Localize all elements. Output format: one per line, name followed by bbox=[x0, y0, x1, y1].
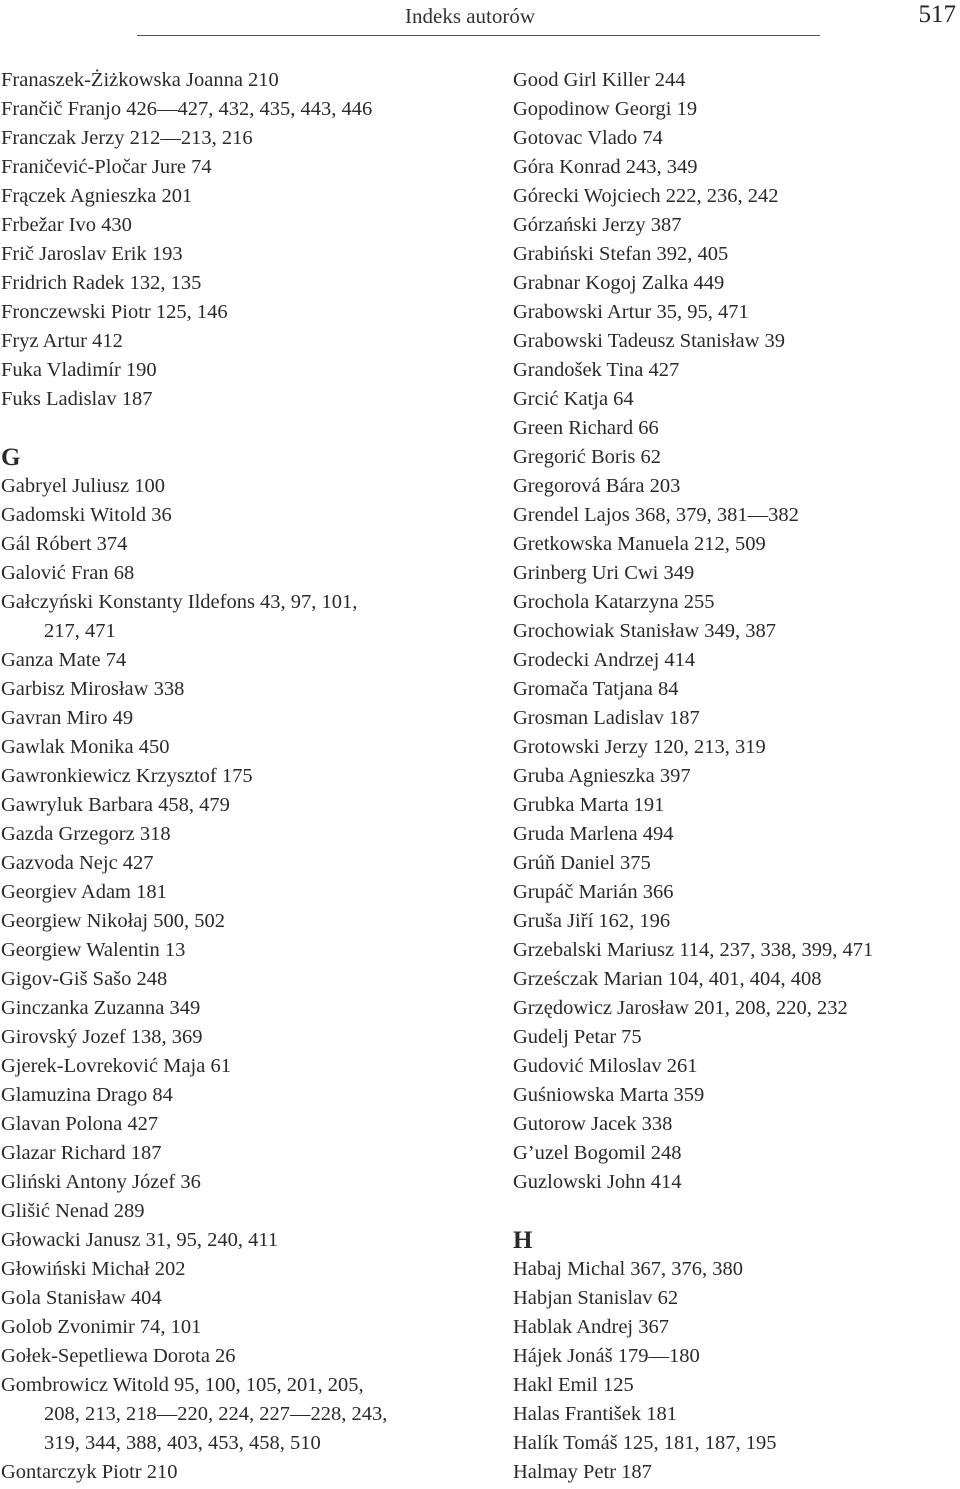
index-entry-continuation: 319, 344, 388, 403, 453, 458, 510 bbox=[44, 1432, 321, 1454]
page-header bbox=[137, 0, 960, 38]
header-rule bbox=[137, 35, 820, 36]
index-entry: Gazvoda Nejc 427 bbox=[1, 852, 154, 874]
index-entry: Góra Konrad 243, 349 bbox=[513, 156, 698, 178]
index-entry: Głowiński Michał 202 bbox=[1, 1258, 186, 1280]
index-entry: Grześczak Marian 104, 401, 404, 408 bbox=[513, 968, 822, 990]
index-column-right bbox=[513, 66, 958, 1487]
index-entry: Grzebalski Mariusz 114, 237, 338, 399, 471 bbox=[513, 939, 874, 961]
index-column-left bbox=[1, 66, 471, 1487]
index-entry: Guzlowski John 414 bbox=[513, 1171, 682, 1193]
index-entry: Ganza Mate 74 bbox=[1, 649, 127, 671]
index-entry: Grodecki Andrzej 414 bbox=[513, 649, 696, 671]
index-entry: Grotowski Jerzy 120, 213, 319 bbox=[513, 736, 766, 758]
index-entry: Głowacki Janusz 31, 95, 240, 411 bbox=[1, 1229, 279, 1251]
running-title: Indeks autorów bbox=[405, 4, 536, 28]
index-entry: Georgiev Adam 181 bbox=[1, 881, 167, 903]
index-entry: Gopodinow Georgi 19 bbox=[513, 98, 698, 120]
index-entry: Grabnar Kogoj Zalka 449 bbox=[513, 272, 725, 294]
index-entry: Gregorić Boris 62 bbox=[513, 446, 662, 468]
index-entry: Górecki Wojciech 222, 236, 242 bbox=[513, 185, 779, 207]
index-entry: Grandošek Tina 427 bbox=[513, 359, 680, 381]
index-entry: Fridrich Radek 132, 135 bbox=[1, 272, 202, 294]
index-entry: Glišić Nenad 289 bbox=[1, 1200, 145, 1222]
index-entry: Hablak Andrej 367 bbox=[513, 1316, 669, 1338]
index-entry: Grabowski Artur 35, 95, 471 bbox=[513, 301, 749, 323]
index-entry: Gawronkiewicz Krzysztof 175 bbox=[1, 765, 253, 787]
index-entry-continuation: 208, 213, 218—220, 224, 227—228, 243, bbox=[44, 1403, 388, 1425]
index-entry: Fronczewski Piotr 125, 146 bbox=[1, 301, 228, 323]
index-entry: Girovský Jozef 138, 369 bbox=[1, 1026, 203, 1048]
index-entry: Frančič Franjo 426—427, 432, 435, 443, 446 bbox=[1, 98, 373, 120]
index-entry: Ginczanka Zuzanna 349 bbox=[1, 997, 201, 1019]
index-entry: Golob Zvonimir 74, 101 bbox=[1, 1316, 202, 1338]
index-entry: Georgiew Nikołaj 500, 502 bbox=[1, 910, 225, 932]
index-entry: Hakl Emil 125 bbox=[513, 1374, 634, 1396]
index-entry: Glazar Richard 187 bbox=[1, 1142, 162, 1164]
index-entry: Frič Jaroslav Erik 193 bbox=[1, 243, 183, 265]
section-letter: H bbox=[513, 1227, 533, 1254]
index-entry: Gawryluk Barbara 458, 479 bbox=[1, 794, 230, 816]
index-entry: Frbežar Ivo 430 bbox=[1, 214, 132, 236]
index-entry: Górzański Jerzy 387 bbox=[513, 214, 682, 236]
index-entry: Grubka Marta 191 bbox=[513, 794, 665, 816]
index-entry: Grzędowicz Jarosław 201, 208, 220, 232 bbox=[513, 997, 848, 1019]
index-entry: Gola Stanisław 404 bbox=[1, 1287, 162, 1309]
index-entry: Gutorow Jacek 338 bbox=[513, 1113, 673, 1135]
section-letter: G bbox=[1, 444, 21, 471]
index-entry: Grcić Katja 64 bbox=[513, 388, 634, 410]
index-entry: Gliński Antony Józef 36 bbox=[1, 1171, 201, 1193]
index-entry: Gudović Miloslav 261 bbox=[513, 1055, 698, 1077]
index-entry: Habaj Michal 367, 376, 380 bbox=[513, 1258, 744, 1280]
index-entry: Gál Róbert 374 bbox=[1, 533, 128, 555]
index-entry: Frączek Agnieszka 201 bbox=[1, 185, 193, 207]
index-entry: Georgiew Walentin 13 bbox=[1, 939, 186, 961]
index-entry: Grochola Katarzyna 255 bbox=[513, 591, 715, 613]
index-entry: Gombrowicz Witold 95, 100, 105, 201, 205, bbox=[1, 1374, 364, 1396]
index-entry: Galović Fran 68 bbox=[1, 562, 135, 584]
index-entry: Gabryel Juliusz 100 bbox=[1, 475, 165, 497]
index-entry: Gołek-Sepetliewa Dorota 26 bbox=[1, 1345, 236, 1367]
index-entry: Good Girl Killer 244 bbox=[513, 69, 686, 91]
index-entry: Grabowski Tadeusz Stanisław 39 bbox=[513, 330, 786, 352]
index-entry: Grúň Daniel 375 bbox=[513, 852, 651, 874]
index-entry: Grosman Ladislav 187 bbox=[513, 707, 700, 729]
page-number: 517 bbox=[918, 1, 956, 28]
index-entry: Halík Tomáš 125, 181, 187, 195 bbox=[513, 1432, 777, 1454]
index-entry: Habjan Stanislav 62 bbox=[513, 1287, 679, 1309]
index-entry-continuation: 217, 471 bbox=[44, 620, 116, 642]
index-entry: Franczak Jerzy 212—213, 216 bbox=[1, 127, 253, 149]
index-entry: Grendel Lajos 368, 379, 381—382 bbox=[513, 504, 799, 526]
index-entry: Fuks Ladislav 187 bbox=[1, 388, 153, 410]
index-entry: Gigov-Giš Sašo 248 bbox=[1, 968, 168, 990]
index-entry: Guśniowska Marta 359 bbox=[513, 1084, 705, 1106]
index-entry: G’uzel Bogomil 248 bbox=[513, 1142, 682, 1164]
index-entry: Gawlak Monika 450 bbox=[1, 736, 170, 758]
index-entry: Gazda Grzegorz 318 bbox=[1, 823, 171, 845]
index-entry: Gromača Tatjana 84 bbox=[513, 678, 679, 700]
index-entry: Franičević-Pločar Jure 74 bbox=[1, 156, 212, 178]
index-entry: Gretkowska Manuela 212, 509 bbox=[513, 533, 766, 555]
index-entry: Grochowiak Stanisław 349, 387 bbox=[513, 620, 777, 642]
index-entry: Grinberg Uri Cwi 349 bbox=[513, 562, 695, 584]
index-entry: Gruda Marlena 494 bbox=[513, 823, 674, 845]
index-entry: Hájek Jonáš 179—180 bbox=[513, 1345, 700, 1367]
index-entry: Gotovac Vlado 74 bbox=[513, 127, 663, 149]
index-entry: Fuka Vladimír 190 bbox=[1, 359, 157, 381]
index-entry: Gontarczyk Piotr 210 bbox=[1, 1461, 178, 1483]
index-entry: Gjerek-Lovreković Maja 61 bbox=[1, 1055, 231, 1077]
index-entry: Gałczyński Konstanty Ildefons 43, 97, 101, bbox=[1, 591, 358, 613]
index-entry: Halmay Petr 187 bbox=[513, 1461, 652, 1483]
index-entry: Gavran Miro 49 bbox=[1, 707, 134, 729]
index-entry: Fryz Artur 412 bbox=[1, 330, 123, 352]
index-entry: Gruša Jiří 162, 196 bbox=[513, 910, 671, 932]
index-entry: Franaszek-Żiżkowska Joanna 210 bbox=[1, 69, 279, 91]
section-spacer bbox=[513, 1197, 958, 1226]
index-entry: Glavan Polona 427 bbox=[1, 1113, 159, 1135]
index-entry: Green Richard 66 bbox=[513, 417, 659, 439]
section-spacer bbox=[1, 414, 471, 443]
index-entry: Glamuzina Drago 84 bbox=[1, 1084, 173, 1106]
index-entry: Grupáč Marián 366 bbox=[513, 881, 674, 903]
index-entry: Gregorová Bára 203 bbox=[513, 475, 681, 497]
index-entry: Gadomski Witold 36 bbox=[1, 504, 172, 526]
index-entry: Halas František 181 bbox=[513, 1403, 677, 1425]
index-entry: Grabiński Stefan 392, 405 bbox=[513, 243, 729, 265]
index-entry: Garbisz Mirosław 338 bbox=[1, 678, 185, 700]
index-entry: Gruba Agnieszka 397 bbox=[513, 765, 691, 787]
index-entry: Gudelj Petar 75 bbox=[513, 1026, 642, 1048]
